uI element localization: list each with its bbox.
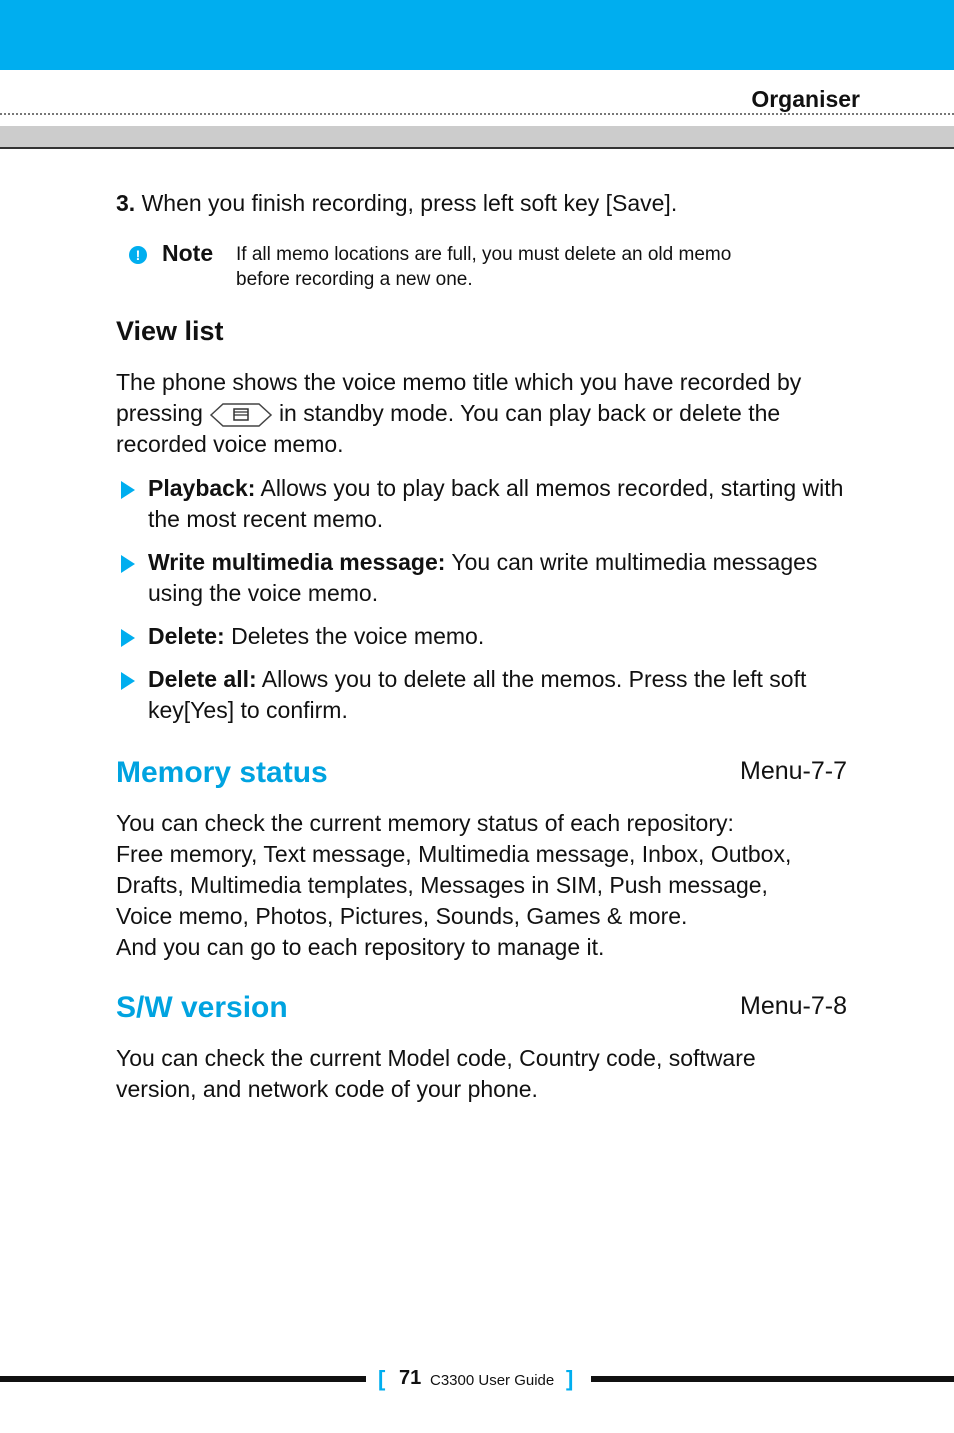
memory-status-paragraph <box>116 808 856 963</box>
gray-band <box>0 126 954 149</box>
option-text: Allows you to play back all memos recorded, starting with the most recent memo. <box>148 475 844 532</box>
triangle-bullet-icon <box>121 672 135 690</box>
note-label: Note <box>162 240 214 266</box>
view-list-line-1: The phone shows the voice memo title which you have recorded by <box>116 369 802 395</box>
step-3 <box>116 188 856 219</box>
header-bar <box>0 0 954 70</box>
paragraph-line: version, and network code of your phone. <box>116 1076 538 1102</box>
note-line-1: If all memo locations are full, you must delete an old memo <box>236 244 732 265</box>
step-text: When you finish recording, press left soft key [Save]. <box>135 190 678 216</box>
sw-version-heading: S/W version <box>116 991 288 1024</box>
option-label: Write multimedia message: <box>148 549 446 575</box>
option-text: Deletes the voice memo. <box>224 623 485 649</box>
list-item <box>116 664 856 726</box>
option-label: Delete all: <box>148 666 257 692</box>
footer-bracket-close: ] <box>566 1366 574 1391</box>
step-number: 3. <box>116 190 136 216</box>
paragraph-line: Drafts, Multimedia templates, Messages in SIM, Push message, <box>116 872 768 898</box>
dotted-divider <box>0 113 954 115</box>
sw-version-menu-code: Menu-7-8 <box>740 992 847 1020</box>
option-label: Playback: <box>148 475 256 501</box>
paragraph-line: You can check the current Model code, Country code, software <box>116 1045 756 1071</box>
exclamation-icon: ! <box>129 246 147 264</box>
standby-text: in standby mode. You can play back or delete the <box>278 400 781 426</box>
paragraph-line: Free memory, Text message, Multimedia message, Inbox, Outbox, <box>116 841 792 867</box>
page-footer <box>378 1366 578 1394</box>
sw-version-paragraph <box>116 1043 856 1105</box>
message-key-icon <box>209 401 273 429</box>
note-line-2: before recording a new one. <box>236 269 473 290</box>
triangle-bullet-icon <box>121 629 135 647</box>
list-item <box>116 473 856 535</box>
option-list <box>116 473 856 738</box>
view-list-paragraph <box>116 367 856 460</box>
paragraph-line: Voice memo, Photos, Pictures, Sounds, Games & more. <box>116 903 688 929</box>
page-number: 71 <box>399 1367 422 1389</box>
section-title: Organiser <box>751 86 860 112</box>
footer-rule-left <box>0 1376 366 1382</box>
footer-rule-right <box>591 1376 954 1382</box>
memory-status-heading: Memory status <box>116 756 328 789</box>
pressing-text: pressing <box>116 400 203 426</box>
triangle-bullet-icon <box>121 555 135 573</box>
triangle-bullet-icon <box>121 481 135 499</box>
paragraph-line: You can check the current memory status of each repository: <box>116 810 734 836</box>
memory-status-menu-code: Menu-7-7 <box>740 757 847 785</box>
view-list-line-3: recorded voice memo. <box>116 431 344 457</box>
view-list-line-2 <box>116 398 856 429</box>
guide-title: C3300 User Guide <box>430 1372 555 1389</box>
option-text: Allows you to delete all the memos. Press the left soft key[Yes] to confirm. <box>148 666 807 723</box>
option-label: Delete: <box>148 623 225 649</box>
paragraph-line: And you can go to each repository to manage it. <box>116 934 605 960</box>
option-text: You can write multimedia messages using the voice memo. <box>148 549 818 606</box>
view-list-heading: View list <box>116 316 224 346</box>
note-text <box>236 242 826 292</box>
list-item <box>116 621 856 652</box>
list-item <box>116 547 856 609</box>
footer-bracket-open: [ <box>378 1366 386 1391</box>
